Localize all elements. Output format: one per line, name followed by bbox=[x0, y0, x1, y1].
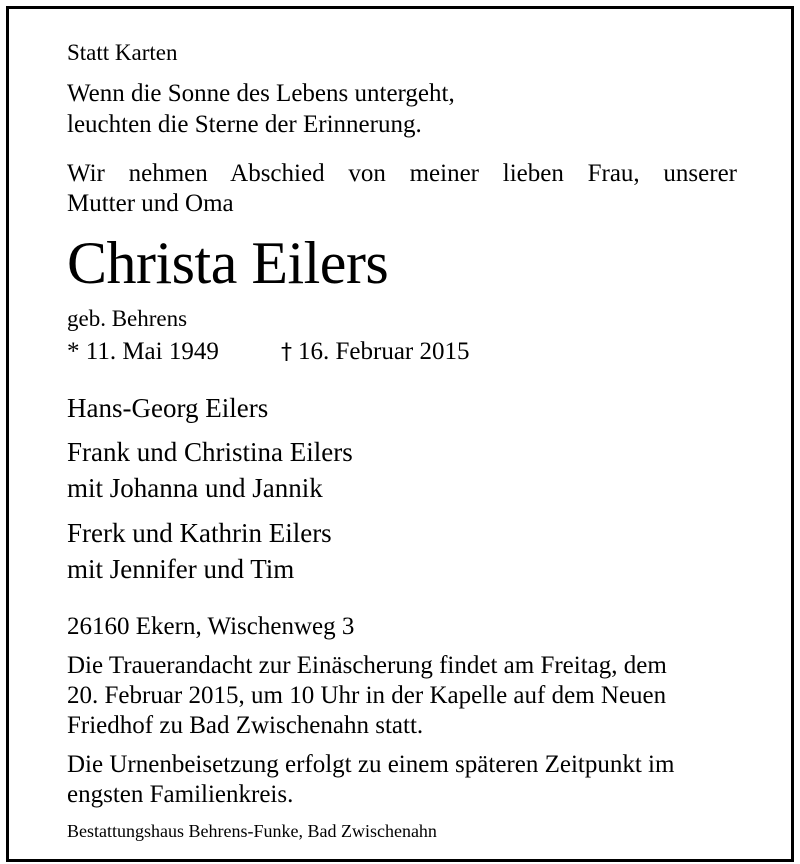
obituary-notice bbox=[6, 6, 794, 862]
death-date: 16. Februar 2015 bbox=[298, 338, 470, 365]
quote-line-1: Wenn die Sonne des Lebens untergeht, bbox=[67, 80, 455, 107]
death-date-group bbox=[281, 339, 470, 364]
deceased-name: Christa Eilers bbox=[67, 230, 389, 296]
funeral-home-credit: Bestattungshaus Behrens-Funke, Bad Zwischenahn bbox=[67, 821, 437, 841]
service-line-3: Friedhof zu Bad Zwischenahn statt. bbox=[67, 712, 424, 739]
mourner-line-4: Frerk und Kathrin Eilers bbox=[67, 518, 332, 548]
burial-line-2: engsten Familienkreis. bbox=[67, 781, 294, 808]
service-line-1: Die Trauerandacht zur Einäscherung findet am Freitag, dem bbox=[67, 652, 667, 679]
quote-line-2: leuchten die Sterne der Erinnerung. bbox=[67, 111, 422, 138]
intro-line-2: Mutter und Oma bbox=[67, 190, 234, 217]
cross-icon: † bbox=[281, 340, 292, 365]
maiden-name: geb. Behrens bbox=[67, 306, 188, 331]
mourner-line-1: Hans-Georg Eilers bbox=[67, 393, 269, 423]
birth-date: * 11. Mai 1949 bbox=[67, 338, 219, 365]
address-line: 26160 Ekern, Wischenweg 3 bbox=[67, 613, 355, 640]
mourner-line-2: Frank und Christina Eilers bbox=[67, 437, 353, 467]
burial-line-1: Die Urnenbeisetzung erfolgt zu einem späteren Zeitpunkt im bbox=[67, 751, 675, 778]
service-line-2: 20. Februar 2015, um 10 Uhr in der Kapelle auf dem Neuen bbox=[67, 682, 667, 709]
intro-line-1: Wir nehmen Abschied von meiner lieben Frau, unserer bbox=[67, 160, 737, 187]
statt-karten-label: Statt Karten bbox=[67, 40, 178, 65]
life-dates bbox=[67, 338, 470, 365]
mourner-line-5: mit Jennifer und Tim bbox=[67, 554, 295, 584]
mourner-line-3: mit Johanna und Jannik bbox=[67, 473, 323, 503]
